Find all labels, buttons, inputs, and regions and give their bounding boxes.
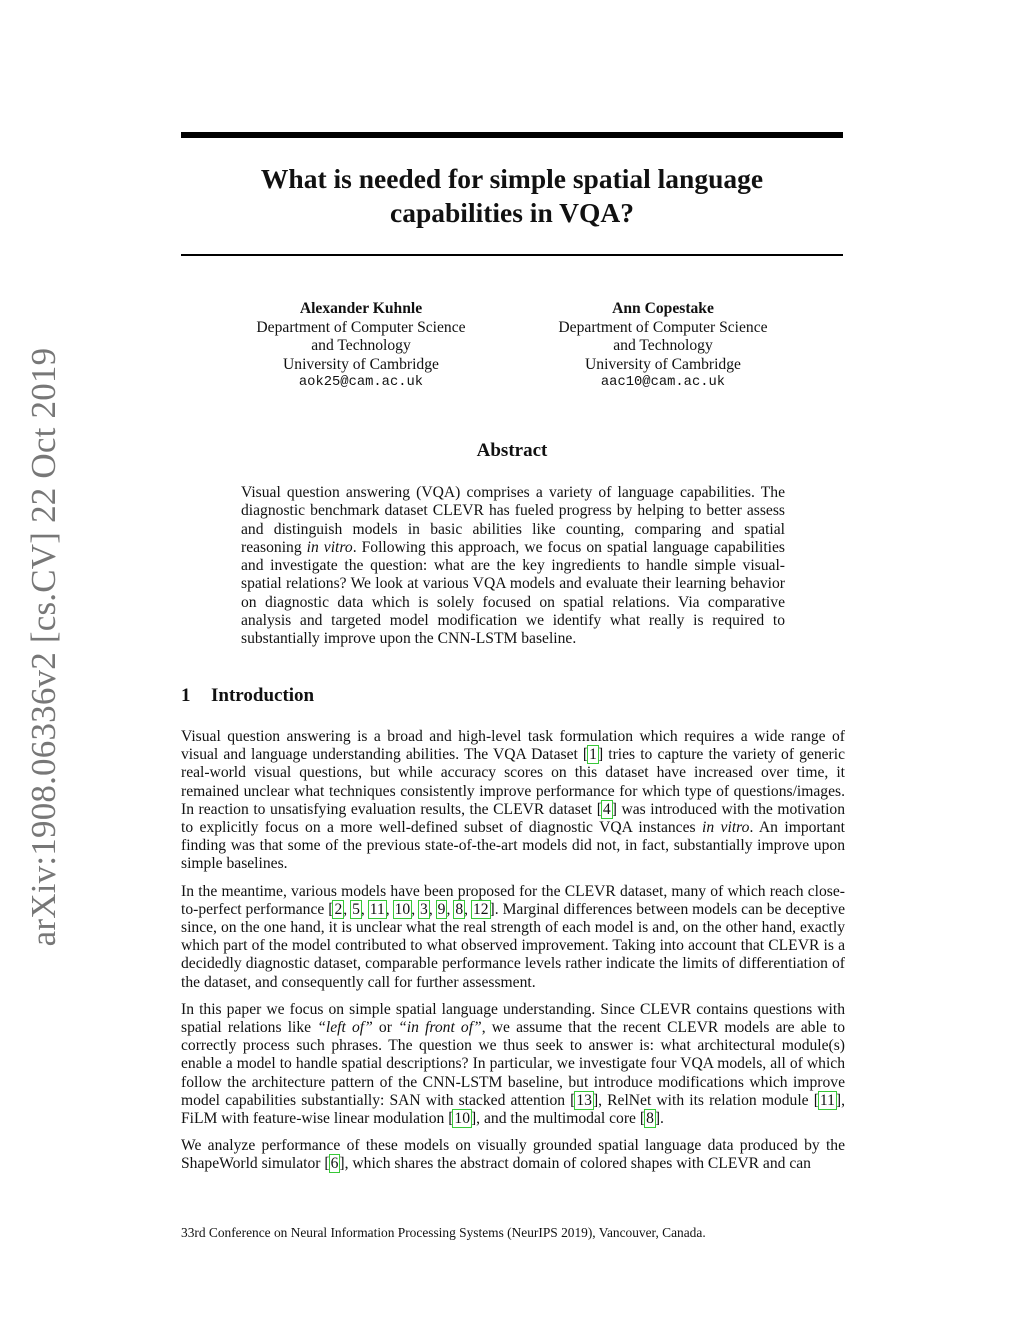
abstract-emphasis: in vitro: [306, 538, 353, 556]
text: In the meantime, various models have been proposed for the CLEVR dataset, many of which reach close-to-perfect performance [: [181, 882, 845, 918]
abstract-part: Visual question answering (VQA) comprises a variety of language capabilities. The diagnostic benchmark dataset CLEVR has fueled progress by helping to better assess and distinguish models in basic abilities like counting, comparing and spatial reasoning: [241, 484, 785, 556]
section-number: 1: [181, 685, 191, 706]
emphasis: in vitro: [702, 819, 750, 837]
text: ] was introduced with the motivation to explicitly focus on a more well-defined subset of diagnostic VQA instances: [181, 800, 845, 837]
citation-link[interactable]: 11: [819, 1091, 835, 1109]
text: ], which shares the abstract domain of colored shapes with CLEVR and can: [339, 1155, 811, 1173]
author-block-1: [221, 300, 501, 393]
author-email[interactable]: aac10@cam.ac.uk: [600, 375, 726, 390]
text: ].: [654, 1110, 664, 1128]
arxiv-identifier: [20, 347, 68, 947]
text: ] tries to capture the variety of generic real-world visual questions, but while accuracy scores on this dataset have increased over time, it remained unclear what techniques consistently improve performance for which type of questions/images. In reaction to unsatisfying evaluation results, the CLEVR dataset [: [181, 746, 846, 818]
emphasis: “left of”: [317, 1019, 373, 1037]
citation-link[interactable]: 13: [576, 1091, 592, 1109]
citation-link[interactable]: 6: [330, 1155, 339, 1173]
text: . An important finding was that some of the previous state-of-the-art models did not, in fact, substantially improve upon simple baselines.: [181, 819, 845, 873]
citation-link[interactable]: 3: [420, 900, 428, 918]
conference-footnote: 33rd Conference on Neural Information Processing Systems (NeurIPS 2019), Vancouver, Canada.: [181, 1225, 706, 1240]
text: We analyze performance of these models on visually grounded spatial language data produced by the ShapeWorld simulator [: [181, 1137, 845, 1173]
arxiv-identifier-text: arXiv:1908.06336v2 [cs.CV] 22 Oct 2019: [24, 347, 63, 947]
author-department: Department of Computer Science: [558, 318, 768, 336]
abstract-heading: Abstract: [476, 440, 548, 461]
citation-link[interactable]: 8: [646, 1110, 654, 1128]
section-title: Introduction: [211, 685, 315, 706]
author-name: Ann Copestake: [612, 300, 714, 317]
title-line-2: capabilities in VQA?: [390, 197, 634, 228]
citation-link[interactable]: 4: [602, 800, 611, 818]
author-department-cont: and Technology: [613, 337, 713, 354]
paper-title: [181, 162, 843, 230]
citation-link[interactable]: 8: [455, 900, 464, 918]
author-university: University of Cambridge: [283, 355, 439, 373]
title-bottom-rule: [181, 254, 843, 256]
emphasis: “in front of”: [398, 1019, 482, 1037]
author-department: Department of Computer Science: [256, 318, 466, 336]
text: ], RelNet with its relation module [: [592, 1091, 819, 1109]
author-department-cont: and Technology: [311, 337, 411, 354]
citation-link[interactable]: 1: [589, 746, 597, 764]
title-line-1: What is needed for simple spatial language: [260, 163, 764, 194]
citation-link[interactable]: 12: [472, 900, 489, 918]
citation-link[interactable]: 10: [394, 900, 411, 918]
citation-link[interactable]: 11: [369, 900, 385, 918]
citation-link[interactable]: 10: [454, 1110, 470, 1128]
author-block-2: [523, 300, 803, 393]
section-heading-introduction: [181, 685, 314, 707]
author-university: University of Cambridge: [585, 355, 741, 373]
citation-link[interactable]: 5: [352, 900, 360, 918]
text: , we assume that the recent CLEVR models are able to correctly process such phrases. The question we thus seek to answer is: what architectural module(s) enable a model to handle spatial descriptions? In particular, we investigate four VQA models, all of which follow the architecture pattern of the CNN-LSTM baseline, but introduce modifications which improve model capabilities substantially: SAN with stacked attention [: [181, 1019, 846, 1109]
abstract-part: . Following this approach, we focus on spatial language capabilities and investigate the question: what are the key ingredients to handle simple visual-spatial relations? We look at various VQA models and evaluate their learning behavior on diagnostic data which is solely focused on spatial relations. Via comparative analysis and targeted model modification we identify what really is required to substantially improve upon the CNN-LSTM baseline.: [241, 538, 786, 648]
text: or: [372, 1019, 399, 1037]
title-top-rule: [181, 132, 843, 138]
paragraph-1: [181, 728, 845, 874]
author-email[interactable]: aok25@cam.ac.uk: [298, 375, 424, 390]
text: Visual question answering is a broad and high-level task formulation which requires a wide range of visual and language understanding abilities. The VQA Dataset [: [181, 728, 845, 764]
text: In this paper we focus on simple spatial language understanding. Since CLEVR contains questions with spatial relations like: [181, 1000, 845, 1037]
text: ], and the multimodal core [: [470, 1110, 646, 1128]
abstract-text: [241, 484, 785, 649]
paragraph-2: In the meantime, various models have been proposed for the CLEVR dataset, many of which reach close-to-perfect performance [2, 5, 11, 10, 3, 9, 8, 12]. Marginal differences between models can be deceptive since, on the one hand, it is unclear what the real strength of each model is and, on the other hand, exactly which part of the model contributed to what observed improvement. Taking into account that CLEVR is a decidedly diagnostic dataset, comparable performance levels rather indicate the limits of differentiation of the dataset, and consequently call for further assessment.: [181, 882, 846, 991]
paragraph-3: [181, 1001, 845, 1128]
introduction-body: [181, 728, 845, 1183]
citation-link[interactable]: 2: [334, 900, 343, 918]
author-name: Alexander Kuhnle: [299, 300, 423, 317]
text: ], FiLM with feature-wise linear modulation [: [181, 1091, 846, 1128]
paragraph-4: [181, 1137, 845, 1173]
citation-link[interactable]: 9: [437, 900, 446, 918]
text: ]. Marginal differences between models can be deceptive since, on the one hand, it is unclear what the real strength of each model is and, on the other hand, exactly which part of the model contributed to what observed improvement. Taking into account that CLEVR is a decidedly diagnostic dataset, comparable performance levels rather indicate the limits of differentiation of the dataset, and consequently call for further assessment.: [181, 900, 846, 991]
